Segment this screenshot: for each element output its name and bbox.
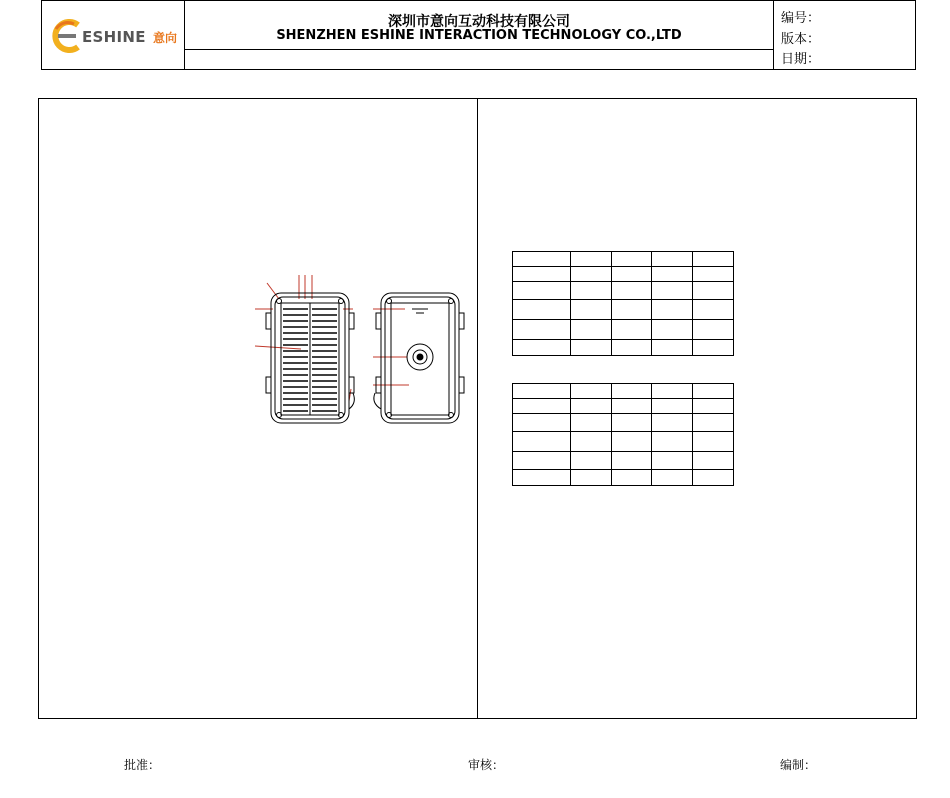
power-bank-diagram [249, 269, 469, 429]
number-label: 编号： [781, 11, 821, 26]
document-header [41, 0, 916, 70]
meta-cell [774, 1, 915, 69]
spec-table-2 [512, 383, 734, 486]
logo-cell [42, 1, 185, 69]
eshine-logo-icon [50, 19, 82, 53]
logo-cn-text: 意向 [153, 31, 178, 45]
logo-text: ESHINE [82, 28, 146, 46]
title-divider [185, 49, 773, 50]
version-label: 版本： [781, 32, 821, 47]
company-name-en: SHENZHEN ESHINE INTERACTION TECHNOLOGY CO.,LTD [276, 28, 682, 43]
date-label: 日期： [781, 52, 821, 67]
review-label: 审核： [468, 758, 505, 772]
title-cell [185, 1, 774, 69]
company-name-cn: 深圳市意向互动科技有限公司 [388, 14, 570, 30]
right-panel [477, 98, 917, 719]
approve-label: 批准： [124, 758, 161, 772]
left-panel [38, 98, 478, 719]
compile-label: 编制： [780, 758, 817, 772]
spec-table-1 [512, 251, 734, 356]
